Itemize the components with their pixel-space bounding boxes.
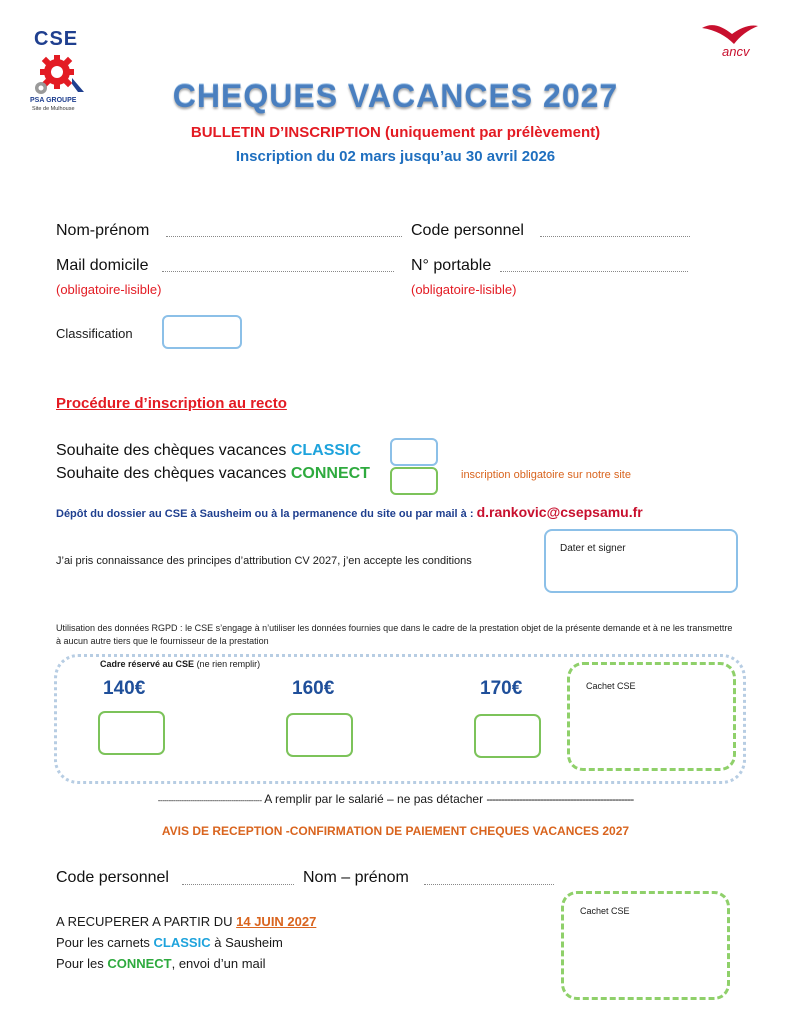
registration-dates: Inscription du 02 mars jusqu’au 30 avril 2026 xyxy=(235,148,556,165)
nom-prenom-field[interactable] xyxy=(166,236,402,237)
classic-line-prefix: Souhaite des chèques vacances xyxy=(56,442,291,459)
procedure-heading: Procédure d’inscription au recto xyxy=(56,395,287,412)
obligatoire-note-mail: (obligatoire-lisible) xyxy=(56,282,162,297)
amount-160-box[interactable] xyxy=(286,713,353,757)
receipt-code-personnel-field[interactable] xyxy=(182,884,294,885)
carnets-prefix: Pour les carnets xyxy=(56,935,154,950)
mail-domicile-label: Mail domicile xyxy=(56,257,149,274)
amount-140: 140€ xyxy=(103,678,146,699)
cadre-label xyxy=(100,659,260,669)
code-personnel-field[interactable] xyxy=(540,236,690,237)
recuperer-line xyxy=(56,914,316,929)
cse-logo-text: CSE xyxy=(34,28,79,50)
code-personnel-label: Code personnel xyxy=(411,222,524,239)
receipt-code-personnel-label: Code personnel xyxy=(56,869,169,886)
detach-right-dashes: ------------------------------------------------- xyxy=(486,792,634,806)
detach-text: A remplir par le salarié – ne pas détacher xyxy=(261,792,487,806)
principes-text: J’ai pris connaissance des principes d’attribution CV 2027, j’en accepte les conditions xyxy=(56,555,472,567)
classification-label: Classification xyxy=(56,326,133,341)
portable-field[interactable] xyxy=(500,271,688,272)
receipt-connect: CONNECT xyxy=(107,956,172,971)
page-subtitle: BULLETIN D’INSCRIPTION (uniquement par prélèvement) xyxy=(190,124,601,141)
obligatoire-note-portable: (obligatoire-lisible) xyxy=(411,282,517,297)
receipt-nom-prenom-label: Nom – prénom xyxy=(303,869,409,886)
receipt-cachet-box xyxy=(561,891,730,1000)
amount-170-box[interactable] xyxy=(474,714,541,758)
amount-160: 160€ xyxy=(292,678,335,699)
dater-signer-label: Dater et signer xyxy=(560,543,626,554)
site-logo-text: Site de Mulhouse xyxy=(32,106,75,112)
page-title: CHEQUES VACANCES 2027 xyxy=(172,78,619,114)
classification-box[interactable] xyxy=(162,315,242,349)
cadre-label-bold: Cadre réservé au CSE xyxy=(100,659,195,669)
classic-line xyxy=(56,442,361,460)
classic-label: CLASSIC xyxy=(290,442,362,459)
connect-note: inscription obligatoire sur notre site xyxy=(461,469,631,481)
signature-box[interactable] xyxy=(544,529,738,593)
connect-mail-line xyxy=(56,956,266,971)
connect-label: CONNECT xyxy=(290,465,370,482)
carnets-classic: CLASSIC xyxy=(153,935,211,950)
connect-checkbox[interactable] xyxy=(390,467,438,495)
carnets-suffix: à Sausheim xyxy=(210,935,283,950)
depot-text: Dépôt du dossier au CSE à Sausheim ou à la permanence du site ou par mail à : xyxy=(56,508,477,520)
connect-suffix: , envoi d’un mail xyxy=(171,956,266,971)
connect-line xyxy=(56,465,370,483)
contact-email: d.rankovic@csepsamu.fr xyxy=(476,504,643,520)
receipt-heading: AVIS DE RECEPTION -CONFIRMATION DE PAIEMENT CHEQUES VACANCES 2027 xyxy=(161,824,630,838)
carnets-classic-line xyxy=(56,935,283,950)
ancv-logo-text: ancv xyxy=(722,44,750,59)
amount-140-box[interactable] xyxy=(98,711,165,755)
classic-checkbox[interactable] xyxy=(390,438,438,466)
receipt-cachet-label: Cachet CSE xyxy=(580,906,630,916)
mail-domicile-field[interactable] xyxy=(162,271,394,272)
portable-label: N° portable xyxy=(411,257,492,274)
rgpd-text: Utilisation des données RGPD : le CSE s’engage à n’utiliser les données fournies que dans le cadre de la prestation objet de la présente demande et à ne les transmettre à aucun autre tiers que le fournisseur de la prestation xyxy=(56,623,733,646)
connect-line-prefix: Souhaite des chèques vacances xyxy=(56,465,291,482)
receipt-nom-prenom-field[interactable] xyxy=(424,884,554,885)
cachet-cse-box xyxy=(567,662,736,771)
recuperer-prefix: A RECUPERER A PARTIR DU xyxy=(56,914,237,929)
psa-logo-text: PSA GROUPE xyxy=(30,97,77,104)
recuperer-date: 14 JUIN 2027 xyxy=(236,914,317,929)
cachet-cse-label: Cachet CSE xyxy=(586,681,636,691)
detach-left-dashes: ------------------------------------------------ xyxy=(157,796,262,805)
ancv-logo xyxy=(696,18,766,64)
cadre-label-rest: (ne rien remplir) xyxy=(194,659,261,669)
depot-line xyxy=(56,504,643,522)
pour-les: Pour les xyxy=(56,956,108,971)
detach-line xyxy=(0,792,791,806)
nom-prenom-label: Nom-prénom xyxy=(56,222,150,239)
amount-170: 170€ xyxy=(480,678,523,699)
